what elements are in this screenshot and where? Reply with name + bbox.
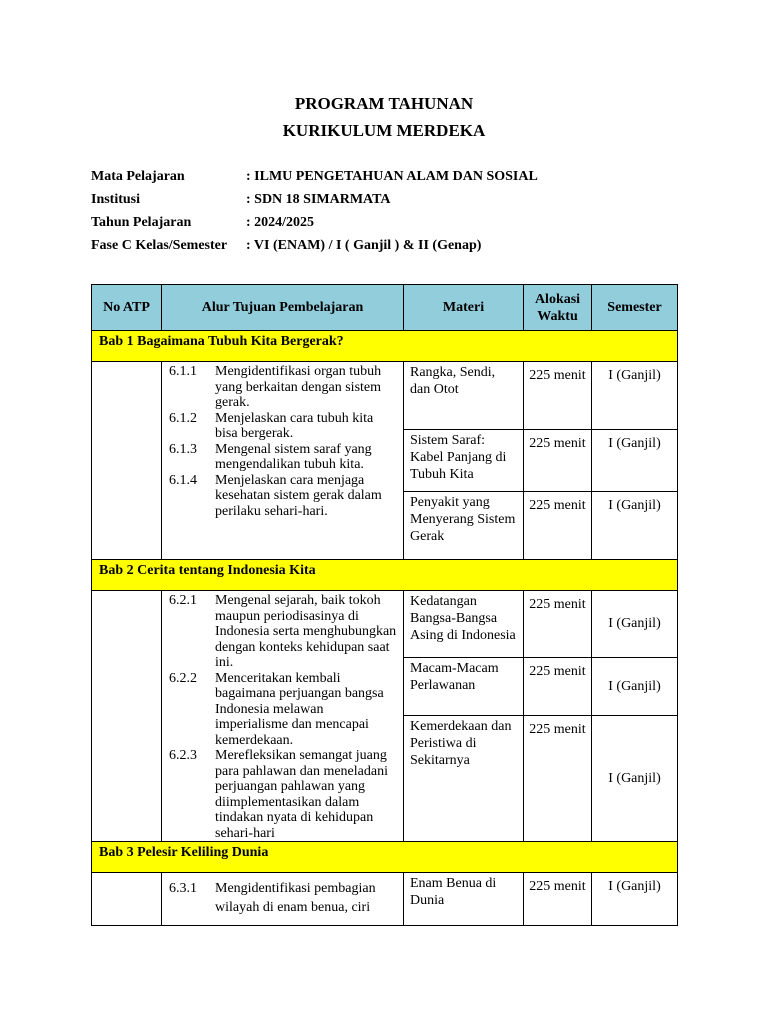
header-alokasi-waktu: Alokasi Waktu [524, 285, 592, 331]
bab-1-row [92, 331, 678, 362]
document-title: PROGRAM TAHUNAN [294, 94, 474, 113]
objective-item: 6.2.1 Mengenal sejarah, baik tokoh maupun periodisasinya di Indonesia serta menghubungkan dengan konteks kehidupan saat ini. [169, 593, 397, 670]
semester-cell: I (Ganjil) [592, 430, 678, 492]
alokasi-cell: 225 menit [524, 492, 592, 560]
materi-cell: Kedatangan Bangsa-Bangsa Asing di Indonesia [404, 591, 524, 658]
bab-3-title: Bab 3 Pelesir Keliling Dunia [92, 842, 678, 873]
alokasi-cell: 225 menit [524, 716, 592, 842]
semester-cell: I (Ganjil) [592, 873, 678, 926]
meta-value: : ILMU PENGETAHUAN ALAM DAN SOSIAL [246, 169, 538, 184]
alokasi-cell: 225 menit [524, 657, 592, 716]
meta-label: Mata Pelajaran [91, 169, 185, 184]
materi-cell: Enam Benua di Dunia [404, 873, 524, 926]
alur-tujuan-cell [162, 591, 404, 842]
objective-item: 6.2.3 Merefleksikan semangat juang para pahlawan dan meneladani perjuangan pahlawan yang diimplementasikan dalam tindakan nyata di kehidupan sehari-hari [169, 748, 388, 841]
alur-tujuan-cell [162, 362, 404, 560]
materi-cell: Kemerdekaan dan Peristiwa di Sekitarnya [404, 716, 524, 842]
no-atp-cell [92, 591, 162, 842]
table-row [92, 873, 678, 926]
materi-cell: Sistem Saraf: Kabel Panjang di Tubuh Kita [404, 430, 524, 492]
no-atp-cell [92, 362, 162, 560]
semester-cell: I (Ganjil) [592, 362, 678, 430]
alokasi-cell: 225 menit [524, 362, 592, 430]
table-row [92, 591, 678, 658]
semester-cell: I (Ganjil) [592, 492, 678, 560]
atp-table [91, 284, 678, 926]
bab-2-title: Bab 2 Cerita tentang Indonesia Kita [92, 560, 678, 591]
meta-label: Fase C Kelas/Semester [91, 238, 228, 253]
semester-cell: I (Ganjil) [592, 716, 678, 842]
document-subtitle: KURIKULUM MERDEKA [282, 121, 486, 140]
header-semester: Semester [592, 285, 678, 331]
alokasi-cell: 225 menit [524, 873, 592, 926]
materi-cell: Penyakit yang Menyerang Sistem Gerak [404, 492, 524, 560]
header-alur-tujuan: Alur Tujuan Pembelajaran [162, 285, 404, 331]
meta-value: : 2024/2025 [246, 215, 315, 230]
table-header-row [92, 285, 678, 331]
bab-1-title: Bab 1 Bagaimana Tubuh Kita Bergerak? [92, 331, 678, 362]
no-atp-cell [92, 873, 162, 926]
objective-item: 6.1.1 Mengidentifikasi organ tubuh yang berkaitan dengan sistem gerak. [169, 364, 382, 410]
objective-item: 6.1.3 Mengenal sistem saraf yang mengendalikan tubuh kita. [169, 441, 372, 472]
materi-cell: Macam-Macam Perlawanan [404, 657, 524, 716]
meta-value: : VI (ENAM) / I ( Ganjil ) & II (Genap) [246, 238, 482, 253]
objective-item: 6.1.4 Menjelaskan cara menjaga kesehatan sistem gerak dalam perilaku sehari-hari. [169, 472, 382, 519]
table-row [92, 362, 678, 430]
meta-value: : SDN 18 SIMARMATA [246, 192, 391, 207]
objective-item: 6.1.2 Menjelaskan cara tubuh kita bisa bergerak. [169, 410, 374, 441]
meta-label: Institusi [91, 192, 141, 207]
header-materi: Materi [404, 285, 524, 331]
bab-2-row [92, 560, 678, 591]
objective-item: 6.2.2 Menceritakan kembali bagaimana perjuangan bangsa Indonesia melawan imperialisme dan mencapai kemerdekaan. [169, 670, 384, 748]
header-no-atp: No ATP [92, 285, 162, 331]
meta-label: Tahun Pelajaran [91, 215, 192, 230]
bab-3-row [92, 842, 678, 873]
materi-cell: Rangka, Sendi, dan Otot [404, 362, 524, 430]
alur-tujuan-cell [162, 873, 404, 926]
alokasi-cell: 225 menit [524, 591, 592, 658]
objective-item: 6.3.1 Mengidentifikasi pembagian wilayah di enam benua, ciri [169, 881, 376, 915]
semester-cell: I (Ganjil) [592, 657, 678, 716]
semester-cell: I (Ganjil) [592, 591, 678, 658]
alokasi-cell: 225 menit [524, 430, 592, 492]
